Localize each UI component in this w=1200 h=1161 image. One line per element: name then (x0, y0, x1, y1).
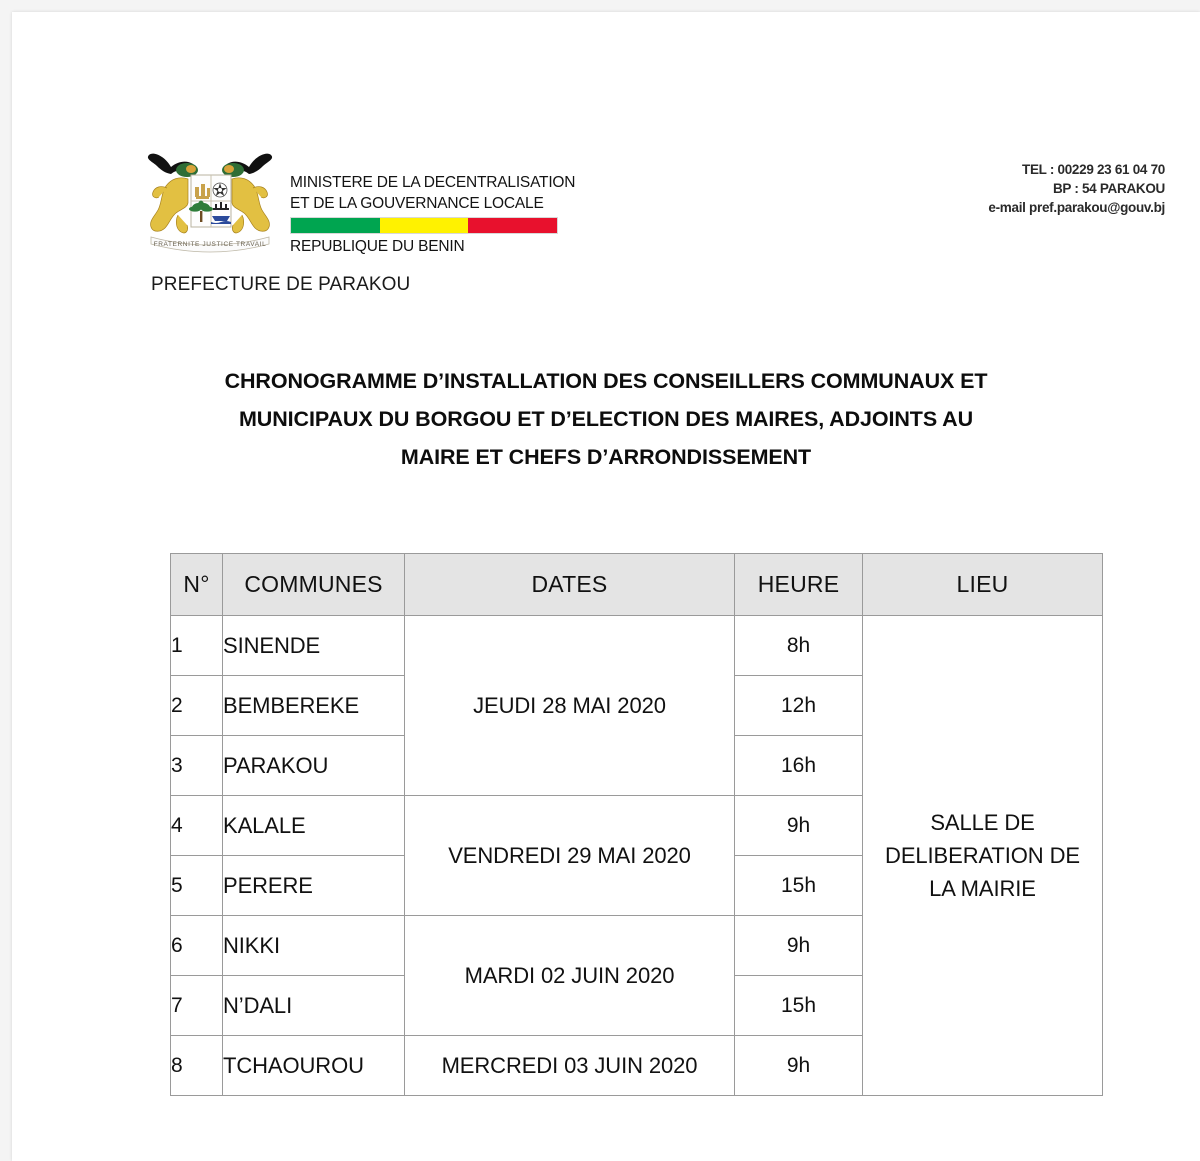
cell-num: 8 (171, 1036, 223, 1096)
cell-commune: PARAKOU (223, 736, 405, 796)
cell-heure: 15h (735, 856, 863, 916)
table-row (171, 616, 1103, 676)
column-header-heure: HEURE (735, 554, 863, 616)
cell-num: 3 (171, 736, 223, 796)
cell-date-group-4: MERCREDI 03 JUIN 2020 (405, 1036, 735, 1096)
flag-stripe-green (291, 218, 380, 233)
contact-block (988, 160, 1165, 217)
page-title-line-2: MUNICIPAUX DU BORGOU ET D’ELECTION DES MAIRES, ADJOINTS AU (239, 407, 973, 431)
contact-po-box: BP : 54 PARAKOU (1052, 181, 1165, 196)
cell-heure: 9h (735, 796, 863, 856)
ministry-line-2: ET DE LA GOUVERNANCE LOCALE (290, 195, 544, 212)
cell-heure: 9h (735, 1036, 863, 1096)
cell-lieu (863, 616, 1103, 1096)
cell-heure: 16h (735, 736, 863, 796)
cell-heure: 15h (735, 976, 863, 1036)
column-header-lieu: LIEU (863, 554, 1103, 616)
cell-num: 7 (171, 976, 223, 1036)
cell-num: 2 (171, 676, 223, 736)
cell-heure: 8h (735, 616, 863, 676)
benin-flag-bar (290, 217, 558, 234)
cell-heure: 9h (735, 916, 863, 976)
ministry-block (290, 172, 580, 256)
cell-date-group-1: JEUDI 28 MAI 2020 (405, 616, 735, 796)
lieu-line-3: LA MAIRIE (929, 876, 1036, 901)
benin-coat-of-arms-icon (131, 145, 289, 263)
cell-commune: BEMBEREKE (223, 676, 405, 736)
page-title (132, 362, 1080, 476)
republic-label: REPUBLIQUE DU BENIN (290, 238, 465, 255)
contact-tel: TEL : 00229 23 61 04 70 (1022, 162, 1165, 177)
column-header-communes: COMMUNES (223, 554, 405, 616)
svg-text:FRATERNITE JUSTICE TRAVAIL: FRATERNITE JUSTICE TRAVAIL (153, 241, 267, 248)
flag-stripe-yellow (380, 218, 469, 233)
lieu-line-2: DELIBERATION DE (885, 843, 1080, 868)
cell-date-group-2: VENDREDI 29 MAI 2020 (405, 796, 735, 916)
page-title-line-1: CHRONOGRAMME D’INSTALLATION DES CONSEILLERS COMMUNAUX ET (224, 369, 988, 393)
column-header-dates: DATES (405, 554, 735, 616)
cell-num: 1 (171, 616, 223, 676)
letterhead (12, 12, 1200, 295)
cell-commune: N’DALI (223, 976, 405, 1036)
cell-commune: PERERE (223, 856, 405, 916)
cell-date-group-3: MARDI 02 JUIN 2020 (405, 916, 735, 1036)
cell-num: 4 (171, 796, 223, 856)
document-page (12, 12, 1200, 1161)
cell-commune: KALALE (223, 796, 405, 856)
flag-stripe-red (468, 218, 557, 233)
table-header-row (171, 554, 1103, 616)
page-title-line-3: MAIRE ET CHEFS D’ARRONDISSEMENT (400, 445, 812, 469)
cell-commune: NIKKI (223, 916, 405, 976)
schedule-table-wrapper (170, 553, 1102, 1096)
prefecture-label: PREFECTURE DE PARAKOU (151, 274, 411, 295)
schedule-table (170, 553, 1103, 1096)
cell-num: 6 (171, 916, 223, 976)
cell-heure: 12h (735, 676, 863, 736)
cell-num: 5 (171, 856, 223, 916)
ministry-line-1: MINISTERE DE LA DECENTRALISATION (290, 174, 576, 191)
cell-commune: TCHAOUROU (223, 1036, 405, 1096)
column-header-num: N° (171, 554, 223, 616)
lieu-line-1: SALLE DE (930, 810, 1035, 835)
contact-email: e-mail pref.parakou@gouv.bj (988, 200, 1165, 215)
cell-commune: SINENDE (223, 616, 405, 676)
